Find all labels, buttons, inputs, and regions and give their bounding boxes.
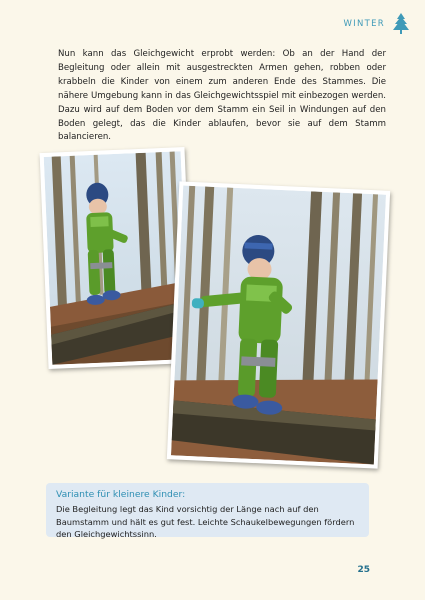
pine-tree-icon	[391, 12, 411, 36]
photo-image-2	[171, 186, 386, 465]
photo-image-1	[44, 151, 190, 365]
body-paragraph: Nun kann das Gleichgewicht erprobt werden: Ob an der Hand der Begleitung oder allein mit ausgestreckten Armen gehen, robben oder krabbeln die Kinder von einem zum anderen Ende des Stammes. Die nähere Umgebung kann in das Gleichgewichtsspiel mit einbezogen werden. Dazu wird auf dem Boden vor dem Stamm ein Seil in Windungen auf den Boden gelegt, das die Kinder ablaufen, bevor sie auf dem Stamm balancieren.	[58, 49, 386, 143]
section-label: WINTER	[343, 19, 385, 29]
callout-title: Variante für kleinere Kinder:	[56, 489, 186, 500]
page-number: 25	[357, 565, 370, 575]
callout-text: Die Begleitung legt das Kind vorsichtig der Länge nach auf den Baumstamm und hält es gut fest. Leichte Schaukelbewegungen fördern den Gleichgewichtssinn.	[56, 504, 355, 540]
variant-callout-box	[46, 483, 369, 540]
photo-child-on-log-2	[167, 181, 390, 468]
page-header	[343, 12, 411, 36]
photo-child-on-log-1	[40, 147, 194, 369]
